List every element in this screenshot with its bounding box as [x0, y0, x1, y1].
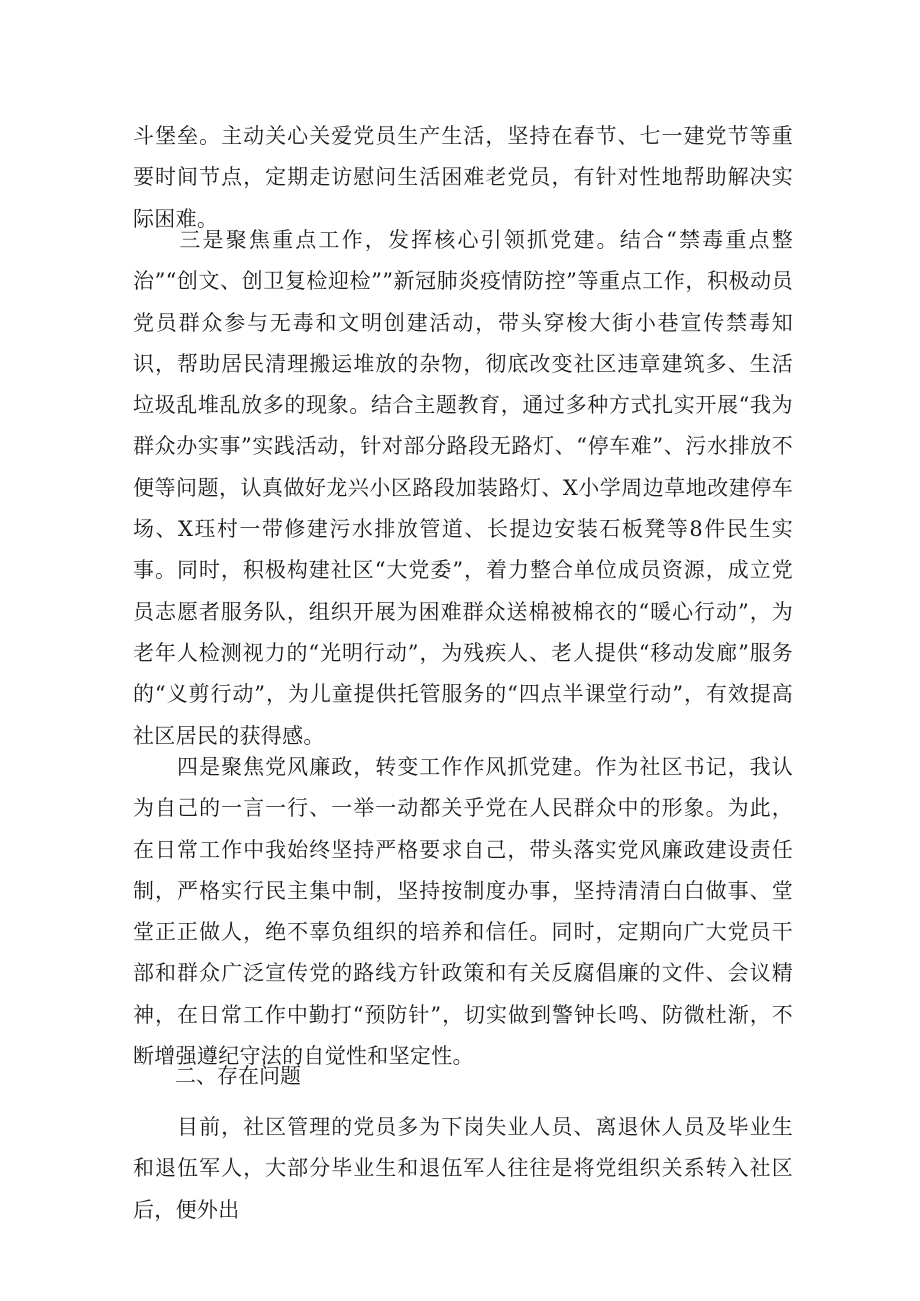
body-paragraph: 斗堡垒。主动关心关爱党员生产生活，坚持在春节、七一建党节等重要时间节点，定期走访慰问生活困难老党员，有针对性地帮助解决实际困难。 — [133, 124, 793, 231]
body-paragraph: 三是聚焦重点工作，发挥核心引领抓党建。结合“禁毒重点整治”“创文、创卫复检迎检””新冠肺炎疫情防控”等重点工作，积极动员党员群众参与无毒和文明创建活动，带头穿梭大街小巷宣传禁毒知识，帮助居民清理搬运堆放的杂物，彻底改变社区违章建筑多、生活垃圾乱堆乱放多的现象。结合主题教育，通过多种方式扎实开展“我为群众办实事”实践活动，针对部分路段无路灯、“停车难”、污水排放不便等问题，认真做好龙兴小区路段加装路灯、X小学周边草地改建停车场、X珏村一带修建污水排放管道、长提边安装石板凳等8件民生实事。同时，积极构建社区“大党委”，着力整合单位成员资源，成立党员志愿者服务队，组织开展为困难群众送棉被棉衣的“暖心行动”，为老年人检测视力的“光明行动”，为残疾人、老人提供“移动发廊”服务的“义剪行动”，为儿童提供托管服务的“四点半课堂行动”，有效提高社区居民的获得感。 — [133, 228, 793, 748]
body-paragraph: 目前，社区管理的党员多为下岗失业人员、离退休人员及毕业生和退伍军人，大部分毕业生和退伍军人往往是将党组织关系转入社区后，便外出 — [133, 1115, 793, 1222]
section-heading: 二、存在问题 — [175, 1064, 301, 1088]
body-paragraph: 四是聚焦党风廉政，转变工作作风抓党建。作为社区书记，我认为自己的一言一行、一举一动都关乎党在人民群众中的形象。为此，在日常工作中我始终坚持严格要求自己，带头落实党风廉政建设责任制，严格实行民主集中制，坚持按制度办事，坚持清清白白做事、堂堂正正做人，绝不辜负组织的培养和信任。同时，定期向广大党员干部和群众广泛宣传党的路线方针政策和有关反腐倡廉的文件、会议精神，在日常工作中勤打“预防针”，切实做到警钟长鸣、防微杜渐，不断增强遵纪守法的自觉性和坚定性。 — [133, 755, 793, 1069]
